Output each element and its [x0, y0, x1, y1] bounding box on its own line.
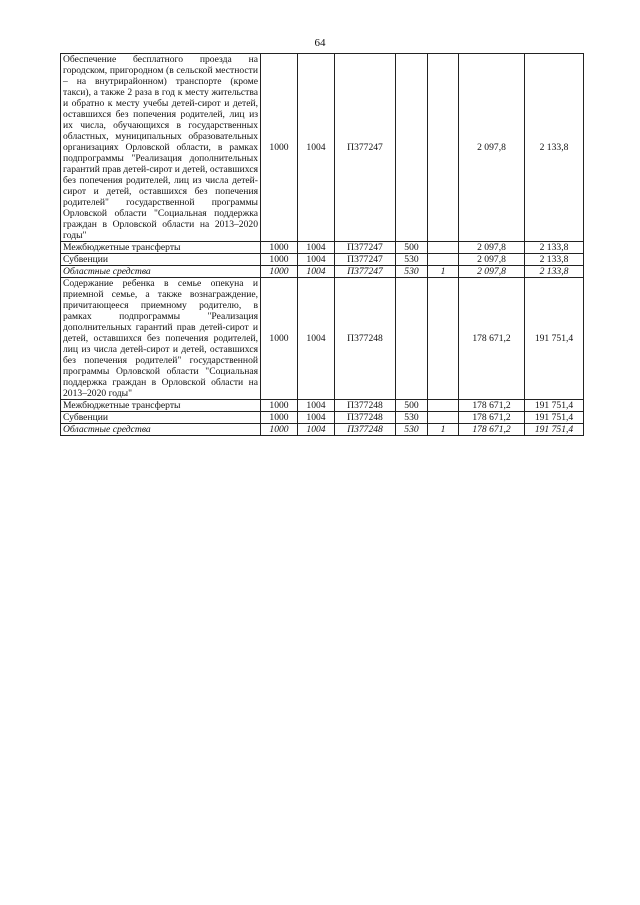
expense-type-code	[396, 278, 428, 400]
row-description: Областные средства	[61, 266, 261, 278]
expense-type-code: 530	[396, 412, 428, 424]
amount-year-2: 191 751,4	[525, 424, 584, 436]
page-number: 64	[314, 37, 326, 49]
target-article-code: П377248	[335, 412, 396, 424]
target-article-code: П377247	[335, 242, 396, 254]
amount-year-1: 178 671,2	[459, 424, 525, 436]
budget-table	[60, 53, 584, 436]
subsection-code: 1004	[298, 400, 335, 412]
target-article-code: П377248	[335, 424, 396, 436]
amount-year-2: 191 751,4	[525, 400, 584, 412]
section-code: 1000	[261, 424, 298, 436]
expense-type-code: 530	[396, 254, 428, 266]
section-code: 1000	[261, 254, 298, 266]
row-description: Областные средства	[61, 424, 261, 436]
amount-year-1: 178 671,2	[459, 278, 525, 400]
amount-year-2: 191 751,4	[525, 412, 584, 424]
table-row	[61, 254, 584, 266]
funding-source-code	[428, 54, 459, 242]
amount-year-1: 178 671,2	[459, 412, 525, 424]
subsection-code: 1004	[298, 412, 335, 424]
row-description: Субвенции	[61, 412, 261, 424]
expense-type-code: 500	[396, 400, 428, 412]
subsection-code: 1004	[298, 54, 335, 242]
target-article-code: П377248	[335, 400, 396, 412]
expense-type-code: 500	[396, 242, 428, 254]
row-description: Межбюджетные трансферты	[61, 400, 261, 412]
section-code: 1000	[261, 266, 298, 278]
section-code: 1000	[261, 54, 298, 242]
funding-source-code: 1	[428, 424, 459, 436]
section-code: 1000	[261, 278, 298, 400]
table-row	[61, 400, 584, 412]
table-row	[61, 412, 584, 424]
section-code: 1000	[261, 412, 298, 424]
table-row	[61, 278, 584, 400]
row-description: Субвенции	[61, 254, 261, 266]
table-row	[61, 424, 584, 436]
expense-type-code: 530	[396, 424, 428, 436]
funding-source-code: 1	[428, 266, 459, 278]
amount-year-2: 191 751,4	[525, 278, 584, 400]
expense-type-code: 530	[396, 266, 428, 278]
funding-source-code	[428, 254, 459, 266]
table-row	[61, 242, 584, 254]
section-code: 1000	[261, 242, 298, 254]
table-row	[61, 266, 584, 278]
funding-source-code	[428, 412, 459, 424]
row-description: Межбюджетные трансферты	[61, 242, 261, 254]
amount-year-2: 2 133,8	[525, 254, 584, 266]
subsection-code: 1004	[298, 278, 335, 400]
funding-source-code	[428, 278, 459, 400]
section-code: 1000	[261, 400, 298, 412]
target-article-code: П377247	[335, 254, 396, 266]
amount-year-1: 2 097,8	[459, 242, 525, 254]
expense-type-code	[396, 54, 428, 242]
amount-year-2: 2 133,8	[525, 242, 584, 254]
amount-year-2: 2 133,8	[525, 266, 584, 278]
funding-source-code	[428, 242, 459, 254]
amount-year-1: 2 097,8	[459, 54, 525, 242]
target-article-code: П377247	[335, 266, 396, 278]
row-description: Содержание ребенка в семье опекуна и приемной семье, а также вознаграждение, причитающееся приемному родителю, в рамках подпрограммы "Реализация дополнительных гарантий прав детей-сирот и детей, оставшихся без попечения родителей, лиц из числа детей-сирот и детей, оставшихся без попечения родителей" государственной программы Орловской области "Социальная поддержка граждан в Орловской области на 2013–2020 годы"	[61, 278, 261, 400]
target-article-code: П377248	[335, 278, 396, 400]
subsection-code: 1004	[298, 242, 335, 254]
row-description: Обеспечение бесплатного проезда на городском, пригородном (в сельской местности – на внутрирайонном) транспорте (кроме такси), а также 2 раза в год к месту жительства и обратно к месту учебы детей-сирот и детей, оставшихся без попечения родителей, лиц из их числа, обучающихся в государственных областных, муниципальных образовательных организациях Орловской области, в рамках подпрограммы "Реализация дополнительных гарантий прав детей-сирот и детей, оставшихся без попечения родителей, лиц из числа детей-сирот и детей, оставшихся без попечения родителей" государственной программы Орловской области "Социальная поддержка граждан в Орловской области на 2013–2020 годы"	[61, 54, 261, 242]
amount-year-1: 178 671,2	[459, 400, 525, 412]
subsection-code: 1004	[298, 254, 335, 266]
amount-year-1: 2 097,8	[459, 254, 525, 266]
table-row	[61, 54, 584, 242]
amount-year-2: 2 133,8	[525, 54, 584, 242]
target-article-code: П377247	[335, 54, 396, 242]
amount-year-1: 2 097,8	[459, 266, 525, 278]
funding-source-code	[428, 400, 459, 412]
subsection-code: 1004	[298, 424, 335, 436]
subsection-code: 1004	[298, 266, 335, 278]
